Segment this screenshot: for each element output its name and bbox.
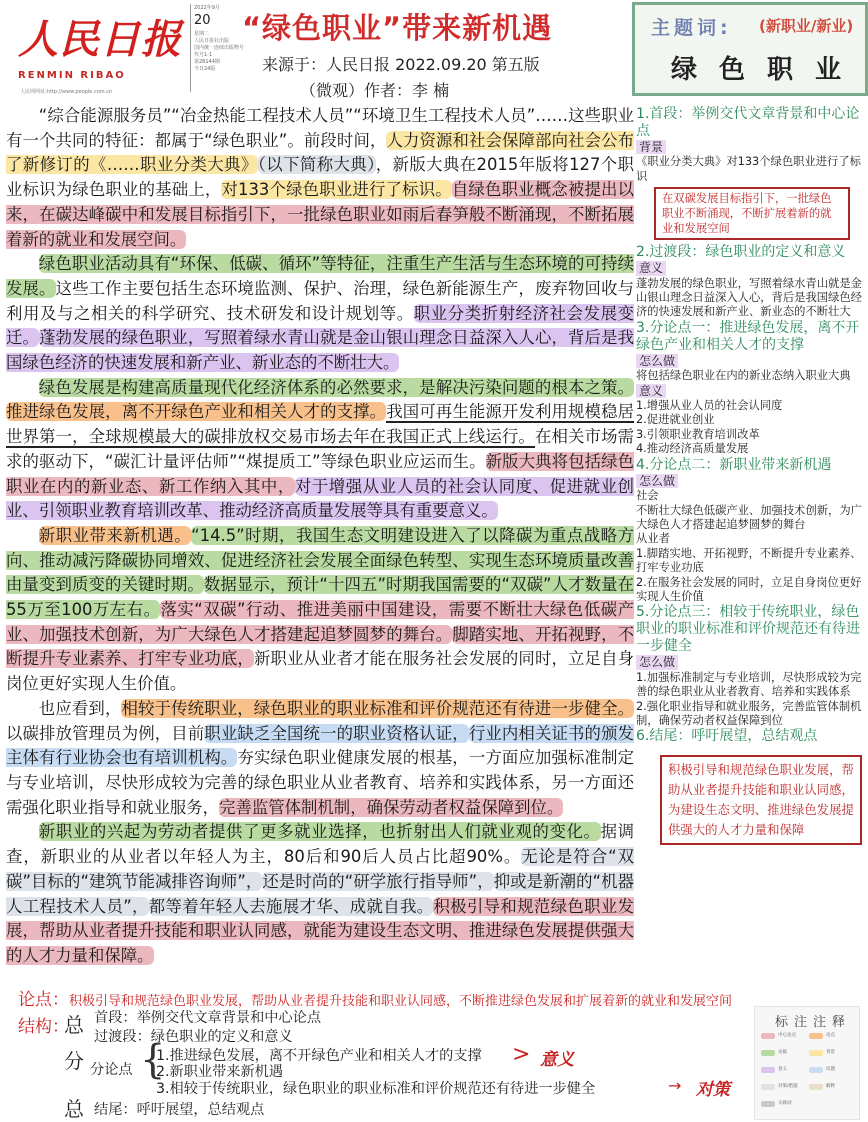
paragraph-6 bbox=[6, 820, 634, 968]
legend-label: 论点 bbox=[826, 1033, 835, 1038]
text-span: 这些工作主要包括生态环境监测、保护、治理，绿色新能源生产，废弃物回收与利用及与之相关的科学研究、技术研发和设计规划等。 bbox=[6, 278, 635, 323]
structure-key: 结构： bbox=[18, 1017, 69, 1037]
masthead bbox=[14, 4, 186, 94]
highlight-point: 新职业带来新机遇。 bbox=[38, 525, 192, 545]
legend-swatch bbox=[761, 1084, 775, 1090]
annotation-countermeasure: 对策 bbox=[696, 1080, 730, 1100]
legend-label: 背景 bbox=[826, 1050, 835, 1055]
structure-fen: 分 bbox=[64, 1049, 84, 1073]
legend-swatch bbox=[761, 1050, 775, 1056]
highlight-evidence: 绿色职业活动具有“环保、低碳、循环”等特征，注重生产生活与生态环境的可持续发展。 bbox=[6, 254, 634, 298]
paragraph-2 bbox=[6, 252, 634, 376]
legend-swatch bbox=[761, 1033, 775, 1039]
section-4-text: 不断壮大绿色低碳产业、加强技术创新，为广大绿色人才搭建起追梦圆梦的舞台 bbox=[636, 503, 862, 531]
list-item: 1.加强标准制定与专业培训，尽快形成较为完善的绿色职业从业者教育、培养和实践体系 bbox=[636, 670, 862, 699]
text-span: ，新版大典在2015年版将127个职业标识为绿色职业的基础上， bbox=[6, 155, 634, 200]
ear-line: 第26144期 bbox=[194, 59, 220, 65]
article-title: “绿色职业”带来新机遇 bbox=[242, 11, 553, 45]
list-item: 1.增强从业人员的社会认同度 bbox=[636, 399, 783, 413]
theme-label: 主题词: bbox=[651, 17, 732, 39]
text-span: （以下简称大典） bbox=[257, 155, 376, 175]
legend-label: 中心论点 bbox=[778, 1033, 796, 1038]
section-2-text: 蓬勃发展的绿色职业，写照着绿水青山就是金山银山理念日益深入人心，背后是我国绿色经济的快速发展和新产业、新业态的不断壮大 bbox=[636, 276, 862, 319]
paragraph-3 bbox=[6, 376, 634, 524]
legend-label: 关联词 bbox=[778, 1101, 792, 1106]
ear-line: 国内统一连续出版物号 bbox=[194, 45, 245, 51]
newspaper-logo-subtitle: RENMIN RIBAO bbox=[18, 70, 126, 81]
text-span: 前段时间， bbox=[303, 130, 387, 150]
highlight-thesis: 自绿色职业概念被提出以来，在碳达峰碳中和发展目标指引下，一批绿色职业如雨后春笋般不断涌现，不断拓展着新的就业和发展空间。 bbox=[6, 180, 635, 249]
brace-icon: { bbox=[140, 1037, 166, 1083]
legend-label: 解释 bbox=[826, 1084, 835, 1089]
highlight-meaning: 蓬勃发展的绿色职业，写照着绿水青山就是金山银山理念日益深入人心，背后是我国绿色经济的快速发展和新产业、新业态的不断壮大。 bbox=[6, 328, 635, 373]
structure-zong-1: 总 bbox=[64, 1013, 84, 1037]
highlight-meaning: 对于增强从业人员的社会认同度、促进就业创业、引领职业教育培训改革、推动经济高质量发展等具有重要意义。 bbox=[6, 476, 635, 521]
analysis-sidebar bbox=[636, 106, 864, 845]
text-span: 还是时尚的“研学旅行指导师”， bbox=[262, 871, 494, 891]
text-span: 无论是符合“双碳”目标的“建筑节能减排咨询师”， bbox=[6, 847, 634, 891]
section-4-subhead: 社会 bbox=[636, 489, 659, 503]
tag-how: 怎么做 bbox=[636, 354, 678, 368]
highlight-background: 人力资源和社会保障部向社会公布了新修订的《……职业分类大典》 bbox=[6, 130, 635, 175]
paragraph-1 bbox=[6, 104, 634, 252]
highlight-point: 推进绿色发展，离不开绿色产业和相关人才的支撑。 bbox=[6, 402, 387, 422]
highlight-background: 对133个绿色职业进行了标识。 bbox=[221, 180, 452, 200]
newspaper-logo: 人民日报 bbox=[18, 16, 182, 63]
ear-line: 人民日报社出版 bbox=[194, 38, 230, 44]
highlight-point: 相较于传统职业，绿色职业的职业标准和评价规范还有待进一步健全。 bbox=[121, 698, 634, 718]
legend-swatch bbox=[761, 1067, 775, 1073]
brace-right-icon: > bbox=[512, 1042, 531, 1067]
legend-swatch bbox=[809, 1067, 823, 1073]
legend-label: 论据 bbox=[778, 1050, 787, 1055]
annotation-legend bbox=[754, 1006, 860, 1120]
arrow-right-icon: → bbox=[668, 1076, 682, 1095]
section-5-heading: 5.分论点三：相较于传统职业，绿色职业的职业标准和评价规范还有待进一步健全 bbox=[636, 604, 860, 655]
article-author: （微观）作者：李 楠 bbox=[300, 81, 450, 100]
tag-meaning: 意义 bbox=[636, 384, 666, 398]
newspaper-url: 人民网网址:http://www.people.com.cn bbox=[20, 89, 113, 95]
text-span: 在相关市场需求的驱动下，“碳汇计量评估师”“煤提质工”等绿色职业应运而生。 bbox=[6, 427, 635, 471]
legend-swatch bbox=[809, 1050, 823, 1056]
highlight-thesis: 脚踏实地、开拓视野，不断提升专业素养、打牢专业功底， bbox=[6, 624, 635, 669]
legend-swatch bbox=[809, 1033, 823, 1039]
section-1-text: 《职业分类大典》对133个绿色职业进行了标识 bbox=[636, 155, 861, 183]
highlight-thesis: 完善监管体制机制，确保劳动者权益保障到位。 bbox=[219, 797, 564, 817]
section-6-heading: 6.结尾：呼吁展望，总结观点 bbox=[636, 728, 818, 745]
section-1-heading: 1.首段：举例交代文章背景和中心论点 bbox=[636, 106, 860, 139]
theme-subtitle: (新职业/新业) bbox=[759, 17, 854, 35]
text-span: 新职业从业者才能在服务社会发展的同时，立足自身岗位更好实现人生价值。 bbox=[6, 649, 635, 694]
structure-zong-2: 总 bbox=[64, 1097, 84, 1121]
ear-line: 代号1-1 bbox=[194, 52, 213, 58]
highlight-problem: 职业缺乏全国统一的职业资格认证， bbox=[204, 723, 469, 743]
list-item: 2.在服务社会发展的同时，立足自身岗位更好实现人生价值 bbox=[636, 575, 862, 603]
structure-fen-label: 分论点 bbox=[90, 1062, 133, 1078]
tag-background: 背景 bbox=[636, 140, 666, 154]
section-2-heading: 2.过渡段：绿色职业的定义和意义 bbox=[636, 244, 846, 261]
highlight-thesis: 积极引导和规范绿色职业发展，帮助从业者提升技能和职业认同感，就能为建设生态文明、推进绿色发展提供强大的人才力量和保障。 bbox=[6, 896, 635, 965]
tag-how: 怎么做 bbox=[636, 474, 678, 488]
legend-swatch bbox=[809, 1084, 823, 1090]
legend-label: 问题 bbox=[826, 1067, 835, 1072]
text-span: 以碳排放管理员为例，目前 bbox=[6, 723, 205, 743]
text-span: “综合能源服务员”“冶金热能工程技术人员”“环境卫生工程技术人员”……这些职业有一个共同的特征：都属于“绿色职业”。 bbox=[6, 106, 634, 150]
theme-value: 绿色职业 bbox=[671, 55, 864, 85]
legend-swatch bbox=[761, 1101, 775, 1107]
ear-day: 20 bbox=[194, 13, 211, 28]
article-body bbox=[6, 104, 634, 969]
text-span: 抑或是新潮的“机器人工程技术人员”， bbox=[6, 871, 634, 916]
section-3-heading: 3.分论点一：推进绿色发展，离不开绿色产业和相关人才的支撑 bbox=[636, 319, 860, 353]
legend-title: 标注注释 bbox=[775, 1015, 852, 1030]
structure-point-1: 1.推进绿色发展，离不开绿色产业和相关人才的支撑 bbox=[156, 1048, 482, 1064]
ear-date: 2022年9月 bbox=[194, 5, 220, 11]
legend-label: 对策/措施 bbox=[778, 1084, 798, 1089]
masthead-ear bbox=[190, 4, 246, 92]
structure-point-3: 3.相较于传统职业，绿色职业的职业标准和评价规范还有待进一步健全 bbox=[156, 1081, 596, 1097]
text-span: 据调查，新职业的从业者以年轻人为主，80后和90后人员占比超90%。 bbox=[6, 822, 635, 867]
thesis-key: 论点： bbox=[18, 990, 69, 1010]
paragraph-4 bbox=[6, 524, 634, 697]
annotation-meaning: 意义 bbox=[540, 1050, 574, 1070]
highlight-meaning: 职业分类折射经济社会发展变迁。 bbox=[6, 303, 635, 348]
ear-line: 今日24版 bbox=[194, 66, 216, 72]
legend-label: 意义 bbox=[778, 1067, 787, 1072]
list-item: 2.促进就业创业 bbox=[636, 413, 715, 427]
thesis-text: 积极引导和规范绿色职业发展，帮助从业者提升技能和职业认同感，不断推进绿色发展和扩展着新的就业和发展空间 bbox=[69, 994, 733, 1009]
highlight-evidence: 新职业的兴起为劳动者提供了更多就业选择，也折射出人们就业观的变化。 bbox=[38, 822, 601, 842]
text-span: 也应看到， bbox=[38, 698, 122, 718]
list-item: 3.引领职业教育培训改革 bbox=[636, 427, 760, 441]
section-4-heading: 4.分论点二：新职业带来新机遇 bbox=[636, 456, 832, 473]
text-span: 夯实绿色职业健康发展的根基，一方面应加强标准制定与专业培训，尽快形成较为完善的绿色职业从业者教育、培养和实践体系，另一方面还需强化职业指导和就业服务， bbox=[6, 748, 635, 817]
section-4-subhead: 从业者 bbox=[636, 532, 670, 546]
structure-point-2: 2.新职业带来新机遇 bbox=[156, 1064, 284, 1080]
ear-weekday: 星期二 bbox=[194, 31, 210, 37]
section-6-box: 积极引导和规范绿色职业发展，帮助从业者提升技能和职业认同感，为建设生态文明、推进绿色发展提供强大的人才力量和保障 bbox=[660, 755, 862, 845]
highlight-thesis: 落实“双碳”行动、推进美丽中国建设，需要不断壮大绿色低碳产业、加强技术创新，为广大绿色人才搭建起追梦圆梦的舞台。 bbox=[6, 600, 634, 644]
section-3-text: 将包括绿色职业在内的新业态纳入职业大典 bbox=[636, 369, 851, 383]
structure-first: 首段：举例交代文章背景和中心论点 bbox=[94, 1010, 322, 1026]
highlight-evidence: “14.5”时期，我国生态文明建设进入了以降碳为重点战略方向、推动减污降碳协同增效、促进经济社会发展全面绿色转型、实现生态环境质量改善由量变到质变的关键时期。 bbox=[6, 525, 634, 595]
tag-meaning: 意义 bbox=[636, 261, 666, 275]
list-item: 4.推动经济高质量发展 bbox=[636, 442, 749, 456]
structure-transition: 过渡段：绿色职业的定义和意义 bbox=[94, 1029, 293, 1045]
article-source: 来源于：人民日报 2022.09.20 第五版 bbox=[262, 55, 540, 74]
theme-box bbox=[632, 2, 868, 96]
section-1-box: 在双碳发展目标指引下，一批绿色职业不断涌现，不断扩展着新的就业和发展空间 bbox=[654, 187, 850, 240]
underlined-text: 我国可再生能源开发利用规模稳居世界第一，全球规模最大的碳排放权交易市场去年在我国正式上线运行。 bbox=[6, 402, 635, 447]
tag-how: 怎么做 bbox=[636, 655, 678, 669]
highlight-evidence: 数据显示，预计“十四五”时期我国需要的“双碳”人才数量在55万至100万左右。 bbox=[6, 575, 635, 620]
highlight-problem: 行业内相关证书的颁发主体有行业协会也有培训机构。 bbox=[6, 723, 635, 768]
paragraph-5 bbox=[6, 697, 634, 821]
text-span: 都等着年轻人去施展才华、成就自我。 bbox=[148, 896, 434, 916]
structure-end: 结尾：呼吁展望，总结观点 bbox=[94, 1102, 265, 1118]
list-item: 1.脚踏实地、开拓视野，不断提升专业素养、打牢专业功底 bbox=[636, 546, 862, 575]
list-item: 2.强化职业指导和就业服务，完善监管体制机制，确保劳动者权益保障到位 bbox=[636, 699, 862, 727]
highlight-evidence: 绿色发展是构建高质量现代化经济体系的必然要求，是解决污染问题的根本之策。 bbox=[38, 377, 634, 397]
highlight-thesis: 新版大典将包括绿色职业在内的新业态、新工作纳入其中， bbox=[6, 451, 635, 496]
